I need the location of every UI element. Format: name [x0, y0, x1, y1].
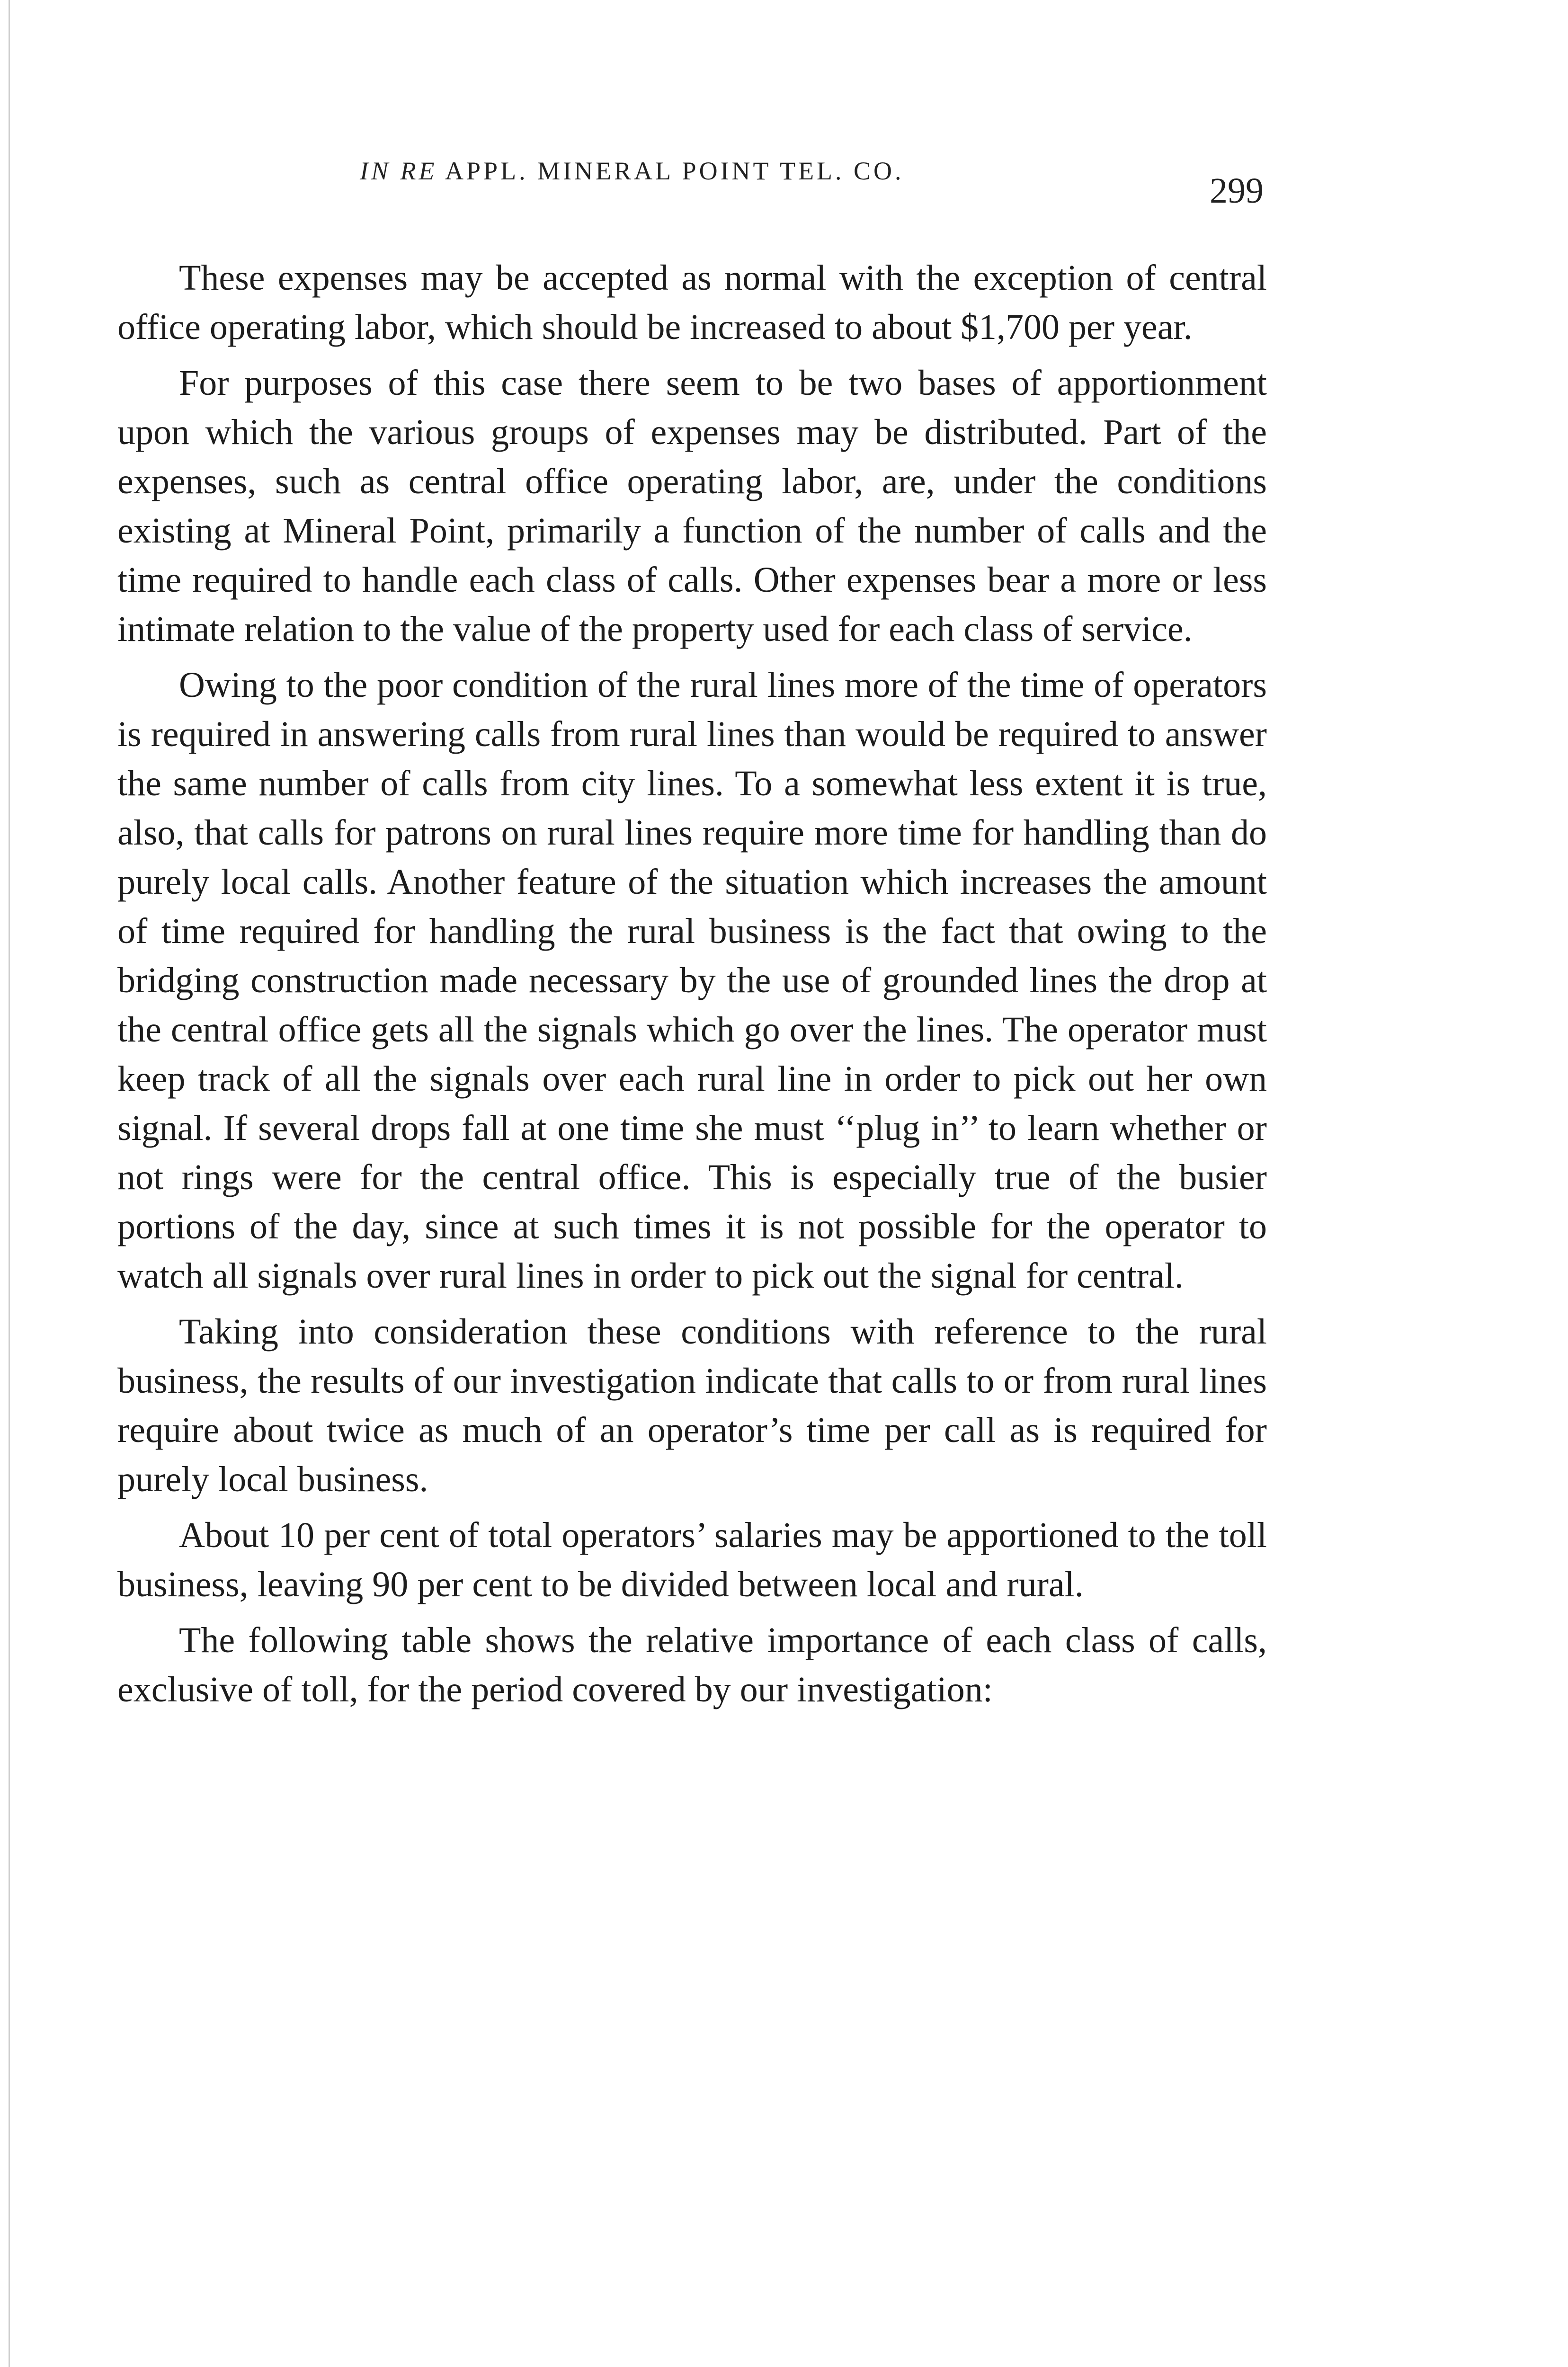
paragraph: About 10 per cent of total operators’ salaries may be apportioned to the toll business, leaving 90 per cent to be divided between local and rural. — [117, 1515, 1267, 1604]
paragraph: These expenses may be accepted as normal with the exception of central office operating labor, which should be increased to about $1,700 per year. — [117, 258, 1267, 347]
page-number: 299 — [1210, 171, 1264, 211]
paragraph: Owing to the poor condition of the rural lines more of the time of operators is required in answering calls from rural lines than would be required to answer the same number of calls from city lines. To a somewhat less extent it is true, also, that calls for patrons on rural lines require more time for handling than do purely local calls. Another feature of the situation which increases the amount of time required for handling the rural business is the fact that owing to the bridging construction made necessary by the use of grounded lines the drop at the central office gets all the signals which go over the lines. The operator must keep track of all the signals over each rural line in order to pick out her own signal. If several drops fall at one time she must ‘‘plug in’’ to learn whether or not rings were for the central office. This is especially true of the busier portions of the day, since at such times it is not possible for the operator to watch all signals over rural lines in order to pick out the signal for central. — [117, 665, 1267, 1296]
paragraph: The following table shows the relative importance of each class of calls, exclusive of toll, for the period covered by our investigation: — [117, 1620, 1267, 1709]
paragraph: For purposes of this case there seem to be two bases of apportionment upon which the various groups of expenses may be distributed. Part of the expenses, such as central office operating labor, are, under the conditions existing at Mineral Point, primarily a function of the number of calls and the time required to handle each class of calls. Other expenses bear a more or less intimate relation to the value of the property used for each class of service. — [117, 363, 1267, 649]
body-text — [117, 253, 1267, 1714]
scan-edge-line — [9, 0, 10, 2367]
paragraph: Taking into consideration these conditions with reference to the rural business, the results of our investigation indicate that calls to or from rural lines require about twice as much of an operator’s time per call as is required for purely local business. — [117, 1312, 1267, 1499]
running-head-italic: IN RE — [360, 157, 437, 185]
running-head — [360, 156, 904, 186]
running-head-title: APPL. MINERAL POINT TEL. CO. — [445, 157, 904, 185]
